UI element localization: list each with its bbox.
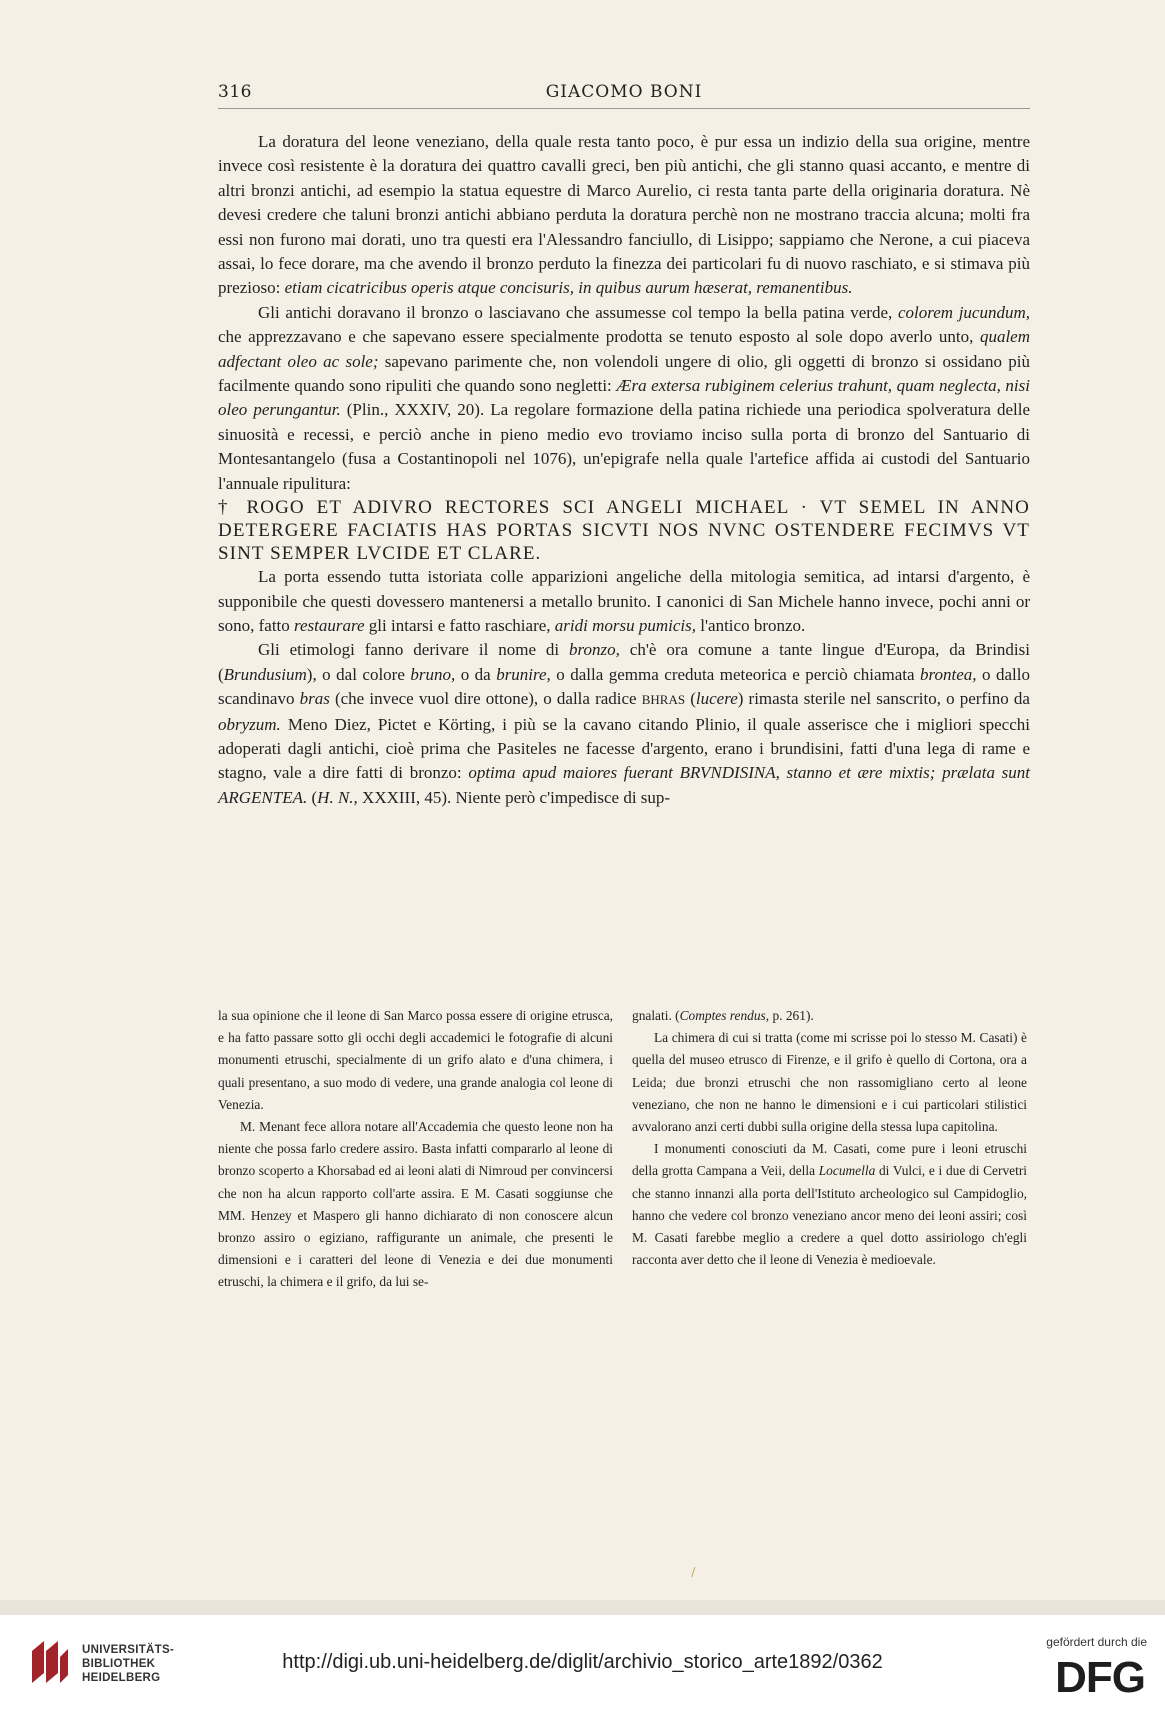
footnote-column-left xyxy=(218,1005,613,1294)
main-text xyxy=(218,130,1030,810)
paragraph-1: La doratura del leone veneziano, della quale resta tanto poco, è pur essa un indizio della sua origine, mentre invece così resistente è la doratura dei quattro cavalli greci, ben più antichi, che gli stanno quasi accanto, e mentre di altri bronzi antichi, ad esempio la statua equestre di Marco Aurelio, ci resta tanta parte della originaria doratura. Nè devesi credere che taluni bronzi antichi abbiano perduta la doratura perchè non ne mostrano traccia alcuna; molti fra essi non furono mai dorati, uno tra questi era l'Alessandro fanciullo, di Lisippo; sappiamo che Nerone, a cui piaceva assai, lo fece dorare, ma che avendo il bronzo perduto la finezza dei particolari fu di nuovo raschiato, e si stimava più prezioso: etiam cicatricibus operis atque concisuris, in quibus aurum hæserat, remanentibus. xyxy=(218,132,1030,298)
funding-label: gefördert durch die xyxy=(1046,1635,1147,1649)
paragraph-2: Gli antichi doravano il bronzo o lasciavano che assumesse col tempo la bella patina verde, colorem jucundum, che apprezzavano e che sapevano essere specialmente prodotta se tenuto esposto al sole dopo averlo unto, qualem adfectant oleo ac sole; sapevano parimente che, non volendoli ungere di olio, gli oggetti di bronzo si ossidano più facilmente quando sono ripuliti che quando sono negletti: Æra extersa rubiginem celerius trahunt, quam neglecta, nisi oleo perungantur. (Plin., XXXIV, 20). La regolare formazione della patina richiede una periodica spolveratura delle sinuosità e recessi, e perciò anche in pieno medio evo troviamo inciso sulla porta di bronzo del Santuario di Montesantangelo (fusa a Costantinopoli nel 1076), un'epigrafe nella quale l'artefice affida ai custodi del Santuario l'annuale ripulitura: xyxy=(218,302,1030,493)
running-header xyxy=(218,82,1030,109)
page-number: 316 xyxy=(218,82,252,102)
footnote-column-right xyxy=(632,1005,1027,1271)
ink-mark: / xyxy=(690,1565,696,1579)
footnote-paragraph: la sua opinione che il leone di San Marco possa essere di origine etrusca, e ha fatto passare sotto gli occhi degli accademici le fotografie di alcuni monumenti etruschi, specialmente di un grifo alato e d'una chimera, i quali presentano, a suo modo di vedere, una grande analogia col leone di Venezia. xyxy=(218,1008,613,1112)
inscription: † ROGO ET ADIVRO RECTORES SCI ANGELI MICHAEL · VT SEMEL IN ANNO DETERGERE FACIATIS HAS PORTAS SICVTI NOS NVNC OSTENDERE FECIMVS VT SINT SEMPER LVCIDE ET CLARE. xyxy=(218,497,1030,565)
footnote-paragraph: gnalati. (Comptes rendus, p. 261). xyxy=(632,1008,814,1023)
paragraph-3: La porta essendo tutta istoriata colle apparizioni angeliche della mitologia semitica, ad intarsi d'argento, è supponibile che questi dovessero mantenersi a metallo brunito. I canonici di San Michele hanno invece, pochi anni or sono, fatto restaurare gli intarsi e fatto raschiare, aridi morsu pumicis, l'antico bronzo. xyxy=(218,567,1030,635)
paragraph-4: Gli etimologi fanno derivare il nome di bronzo, ch'è ora comune a tante lingue d'Europa, da Brindisi (Brundusium), o dal colore bruno, o da brunire, o dalla gemma creduta meteorica e perciò chiamata brontea, o dallo scandinavo bras (che invece vuol dire ottone), o dalla radice BHRAS (lucere) rimasta sterile nel sanscrito, o perfino da obryzum. Meno Diez, Pictet e Körting, i più se la cavano citando Plinio, il quale asserisce che i migliori specchi adoperati dagli antichi, cioè prima che Pasiteles ne facesse d'argento, erano i brundisini, fatti d'una lega di rame e stagno, vale a dire fatti di bronzo: optima apud maiores fuerant BRVNDISINA, stanno et ære mixtis; prælata sunt ARGENTEA. (H. N., XXXIII, 45). Niente però c'impedisce di sup- xyxy=(218,640,1031,807)
dfg-logo: DFG xyxy=(1055,1653,1145,1702)
library-name: UNIVERSITÄTS- BIBLIOTHEK HEIDELBERG xyxy=(82,1644,175,1684)
footnote-paragraph: M. Menant fece allora notare all'Accademia che questo leone non ha niente che possa farlo credere assiro. Basta infatti compararlo al leone di bronzo scoperto a Khorsabad ed ai leoni alati di Nimroud per convincersi che non ha alcun rapporto coll'arte assira. E M. Casati soggiunse che MM. Henzey et Maspero gli hanno dichiarato di non conoscere alcun bronzo assiro o egiziano, raffigurante un animale, che presenti le dimensioni e i caratteri del leone di Venezia e dei due monumenti etruschi, la chimera e il grifo, da lui se- xyxy=(218,1119,613,1290)
footnote-paragraph: La chimera di cui si tratta (come mi scrisse poi lo stesso M. Casati) è quella del museo etrusco di Firenze, e il grifo è quello di Cortona, ora a Leida; due bronzi etruschi che non rassomigliano certo al leone veneziano, che non ne hanno le dimensioni e i cui particolari stilistici avvalorano anzi certi dubbi sulla origine della stessa lupa capitolina. xyxy=(632,1030,1027,1135)
footnote-paragraph: I monumenti conosciuti da M. Casati, come pure i leoni etruschi della grotta Campana a Veii, della Locumella di Vulci, e i due di Cervetri che stanno innanzi alla porta dell'Istituto archeologico sul Campidoglio, hanno che vedere col bronzo veneziano ancor meno dei leoni assiri; così M. Casati farebbe meglio a credere a quel dotto assiriologo ch'egli racconta aver detto che il leone di Venezia è medioevale. xyxy=(632,1141,1027,1268)
header-title: GIACOMO BONI xyxy=(545,82,703,102)
digitization-footer xyxy=(0,1615,1165,1709)
permalink-url[interactable]: http://digi.ub.uni-heidelberg.de/diglit/archivio_storico_arte1892/0362 xyxy=(282,1651,883,1673)
